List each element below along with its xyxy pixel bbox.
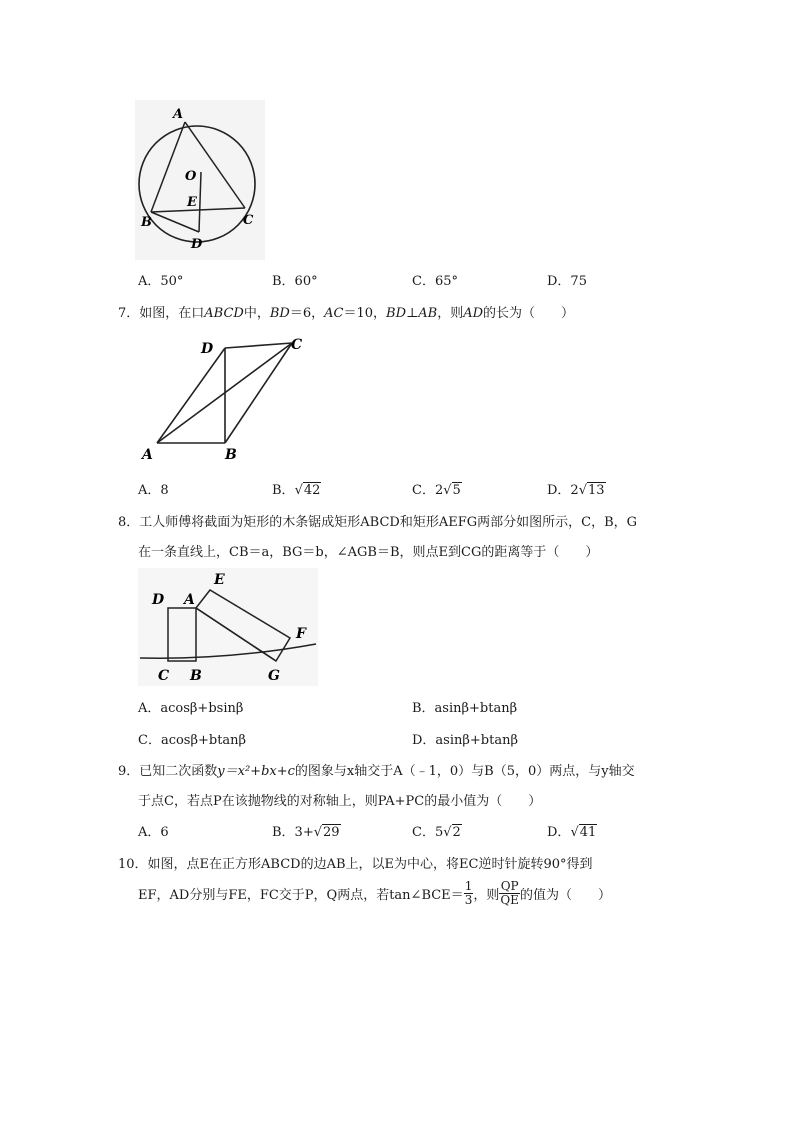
q10-fraction-denominator: 3 <box>464 893 473 907</box>
q7-text: 如图，在口 <box>139 306 205 321</box>
q7-option-c-prefix: C．2 <box>412 483 444 498</box>
q10-fraction-numerator: QP <box>500 879 519 893</box>
q10-fraction-ratio <box>499 880 520 907</box>
q6-figure <box>135 100 265 260</box>
sqrt-symbol: √13 <box>578 483 605 498</box>
q6-option-a: A．50° <box>138 274 184 289</box>
q8-option-c: C．acosβ+btanβ <box>138 733 247 748</box>
q7-number: 7． <box>118 306 140 321</box>
q7-question <box>118 302 574 321</box>
q8-label-F: F <box>296 626 306 642</box>
q9-text: 的图象与x轴交于A（﹣1，0）与B（5，0）两点，与y轴交 <box>294 764 635 779</box>
q9-text: 已知二次函数 <box>139 764 218 779</box>
q7-text: ⊥ <box>406 306 419 321</box>
q6-label-E: E <box>187 195 197 210</box>
q8-text: 工人师傅将截面为矩形的木条锯成矩形ABCD和矩形AEFG两部分如图所示，C，B，G <box>139 515 638 530</box>
q7-option-b <box>272 479 321 498</box>
q10-text: EF，AD分别与FE，FC交于P，Q两点，若tan∠BCE＝ <box>138 888 464 903</box>
q7-label-A: A <box>142 447 153 463</box>
q8-option-b: B．asinβ+btanβ <box>412 701 518 716</box>
q9-option-d-prefix: D． <box>547 825 571 840</box>
q7-option-a: A．8 <box>138 483 169 498</box>
q7-segment-BC <box>225 343 292 443</box>
q7-text: ＝6， <box>289 306 325 321</box>
q7-option-c-radicand: 5 <box>452 483 461 498</box>
q8-label-C: C <box>158 668 170 684</box>
q10-question-line2 <box>138 880 611 907</box>
q7-figure <box>137 333 312 463</box>
q7-text: ，则 <box>437 306 464 321</box>
q10-text: ，则 <box>473 888 500 903</box>
q7-text: ＝10， <box>343 306 387 321</box>
sqrt-symbol: √29 <box>313 825 340 840</box>
q7-text: AD <box>463 306 484 321</box>
q7-option-d-prefix: D．2 <box>547 483 579 498</box>
q8-option-d: D．asinβ+btanβ <box>412 733 518 748</box>
q7-label-C: C <box>291 337 303 353</box>
q9-option-c-prefix: C．5 <box>412 825 444 840</box>
q7-text: BD <box>386 306 407 321</box>
q6-option-d: D．75 <box>547 274 587 289</box>
q8-text: 在一条直线上，CB＝a，BG＝b，∠AGB＝B，则点E到CG的距离等于（ ） <box>138 545 599 560</box>
q9-option-d <box>547 821 597 840</box>
sqrt-symbol: √5 <box>443 483 461 498</box>
q9-option-d-radicand: 41 <box>579 825 597 840</box>
q6-option-c: C．65° <box>412 274 458 289</box>
q7-option-d <box>547 479 606 498</box>
q6-label-B: B <box>141 215 152 230</box>
q7-segment-AD <box>157 348 225 443</box>
q6-label-C: C <box>243 213 254 228</box>
sqrt-symbol: √2 <box>443 825 461 840</box>
q9-option-b <box>272 821 341 840</box>
q6-label-D: D <box>191 237 203 252</box>
q10-fraction-tan <box>464 880 474 907</box>
q9-function: y＝x²+bx+c <box>217 764 295 779</box>
q10-text: 如图，点E在正方形ABCD的边AB上，以E为中心，将EC逆时针旋转90°得到 <box>147 857 593 872</box>
q8-label-A: A <box>184 592 195 608</box>
q10-question-line1 <box>118 853 593 872</box>
q7-text: 中， <box>243 306 270 321</box>
q8-label-B: B <box>190 668 202 684</box>
q8-figure <box>138 568 318 686</box>
q9-text: 于点C，若点P在该抛物线的对称轴上，则PA+PC的最小值为（ ） <box>138 794 542 809</box>
q7-option-b-radicand: 42 <box>303 483 321 498</box>
q8-label-D: D <box>152 592 165 608</box>
q7-option-b-prefix: B． <box>272 483 295 498</box>
q6-label-O: O <box>185 169 197 184</box>
q9-option-b-prefix: B．3+ <box>272 825 314 840</box>
q8-label-E: E <box>214 572 225 588</box>
q9-question-line1 <box>118 760 635 779</box>
q7-text: AB <box>418 306 438 321</box>
q10-fraction-numerator: 1 <box>464 879 473 893</box>
q7-text: ABCD <box>204 306 244 321</box>
q8-question-line1 <box>118 511 637 530</box>
q8-label-G: G <box>268 668 280 684</box>
q7-segment-DC <box>225 343 292 348</box>
q9-option-c-radicand: 2 <box>452 825 461 840</box>
q7-text: AC <box>324 306 344 321</box>
q10-text: 的值为（ ） <box>519 888 611 903</box>
q7-label-D: D <box>201 341 214 357</box>
q6-option-b: B．60° <box>272 274 318 289</box>
q9-option-a: A．6 <box>138 825 169 840</box>
q10-fraction-denominator: QE <box>500 893 519 907</box>
q9-option-c <box>412 821 462 840</box>
sqrt-symbol: √41 <box>570 825 597 840</box>
q10-number: 10． <box>118 857 148 872</box>
q8-question-line2 <box>138 541 598 560</box>
q8-number: 8． <box>118 515 140 530</box>
q9-number: 9． <box>118 764 140 779</box>
q7-option-c <box>412 479 462 498</box>
q7-option-d-radicand: 13 <box>588 483 605 498</box>
q9-option-b-radicand: 29 <box>323 825 340 840</box>
q7-label-B: B <box>225 447 237 463</box>
q6-label-A: A <box>173 107 184 122</box>
q7-text: 的长为（ ） <box>483 306 575 321</box>
q9-question-line2 <box>138 790 541 809</box>
q8-option-a: A．acosβ+bsinβ <box>138 701 244 716</box>
sqrt-symbol: √42 <box>294 483 321 498</box>
q7-text: BD <box>269 306 290 321</box>
